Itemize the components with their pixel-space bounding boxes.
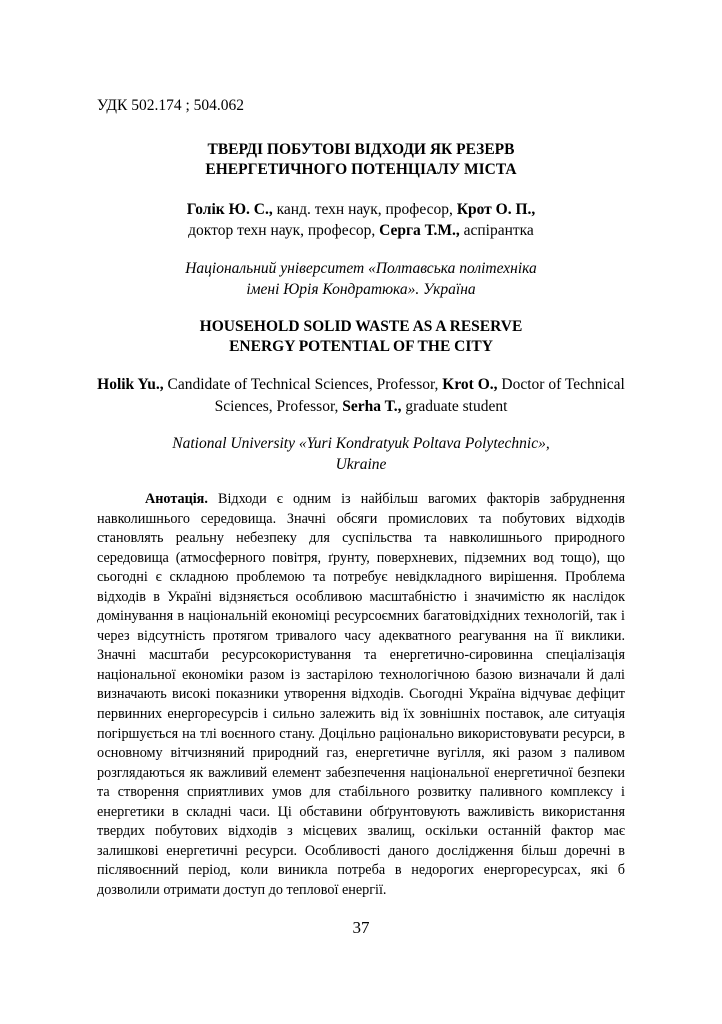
ua-affiliation-line-2: імені Юрія Кондратюка». Україна — [246, 281, 476, 298]
ua-author-1-desc: канд. техн наук, професор, — [272, 201, 457, 218]
ua-title-line-1: ТВЕРДІ ПОБУТОВІ ВІДХОДИ ЯК РЕЗЕРВ — [207, 141, 515, 158]
en-title-line-2: ENERGY POTENTIAL OF THE CITY — [229, 338, 493, 355]
en-author-2-desc: Doctor of Technical Sciences, Professor, — [214, 376, 625, 415]
ua-author-2-desc: доктор техн наук, професор, — [188, 222, 380, 239]
en-affiliation-line-2: Ukraine — [335, 456, 387, 473]
en-author-1-desc: Candidate of Technical Sciences, Professor, — [163, 376, 443, 393]
en-author-3-name: Serha T., — [342, 398, 402, 415]
en-author-2-name: Krot O., — [442, 376, 498, 393]
en-title-line-1: HOUSEHOLD SOLID WASTE AS A RESERVE — [199, 318, 523, 335]
ua-author-2-name: Крот О. П., — [456, 201, 536, 218]
abstract-label: Анотація. — [145, 491, 208, 507]
ua-affiliation-line-1: Національний університет «Полтавська політехніка — [185, 260, 537, 277]
en-affiliation-line-1: National University «Yuri Kondratyuk Poltava Polytechnic», — [172, 435, 550, 452]
page-number: 37 — [352, 918, 370, 937]
ua-authors-line-2 — [60, 220, 662, 241]
ua-authors-line-1 — [60, 199, 662, 220]
ua-title-line-2: ЕНЕРГЕТИЧНОГО ПОТЕНЦІАЛУ МІСТА — [205, 161, 517, 178]
abstract-text: Відходи є одним із найбільш вагомих факторів забруднення навколишнього середовища. Значні обсяги промислових та побутових відходів становлять реальну небезпеку для суспільства та навколишнього природного середовища (атмосферного повітря, ґрунту, поверхневих, підземних вод тощо), що сьогодні є складною проблемою та потребує невідкладного вирішення. Проблема відходів в Україні відзняється особливою масштабністю і значимістю як наслідок домінування в національній економіці ресурсоємних багатовідхідних технологій, так і через відсутність протягом тривалого часу адекватного реагування на її виклики. Значні масштаби ресурсокористування та енергетично-сировинна спеціалізація національної економіки разом із застарілою технологічною базою визначали й далі визначають високі показники утворення відходів. Сьогодні Україна відчуває дефіцит первинних енергоресурсів і сильно залежить від їх зовнішніх поставок, але ситуація погіршується на тлі воєнного стану. Доцільно раціонально використовувати ресурси, в основному вітчизняний природний газ, енергетичне вугілля, які разом з паливом розглядаються як важливий елемент забезпечення національної енергетичної безпеки та створення сприятливих умов для стабільного розвитку паливного комплексу і енергетики в складні часи. Ці обставини обґрунтовують важливість використання твердих побутових відходів з місцевих звалищ, оскільки останній фактор має залишкові енергетичні ресурси. Особливості даного дослідження більш доречні в післявоєнний період, коли виникла потреба в недорогих енергоресурсах, які б дозволили отримати доступ до теплової енергії. — [97, 491, 625, 898]
ua-author-3-desc: аспірантка — [459, 222, 534, 239]
ua-title — [60, 140, 662, 180]
udk-code: УДК 502.174 ; 504.062 — [97, 97, 245, 114]
en-affiliation — [60, 433, 662, 475]
ua-author-3-name: Серга Т.М., — [379, 222, 460, 239]
ua-author-1-name: Голік Ю. С., — [186, 201, 273, 218]
ua-authors — [60, 199, 662, 241]
en-authors — [97, 374, 625, 418]
ua-affiliation — [60, 258, 662, 300]
en-title — [60, 317, 662, 357]
en-author-1-name: Holik Yu., — [97, 376, 164, 393]
en-author-3-desc: graduate student — [401, 398, 508, 415]
abstract-paragraph — [97, 490, 625, 900]
